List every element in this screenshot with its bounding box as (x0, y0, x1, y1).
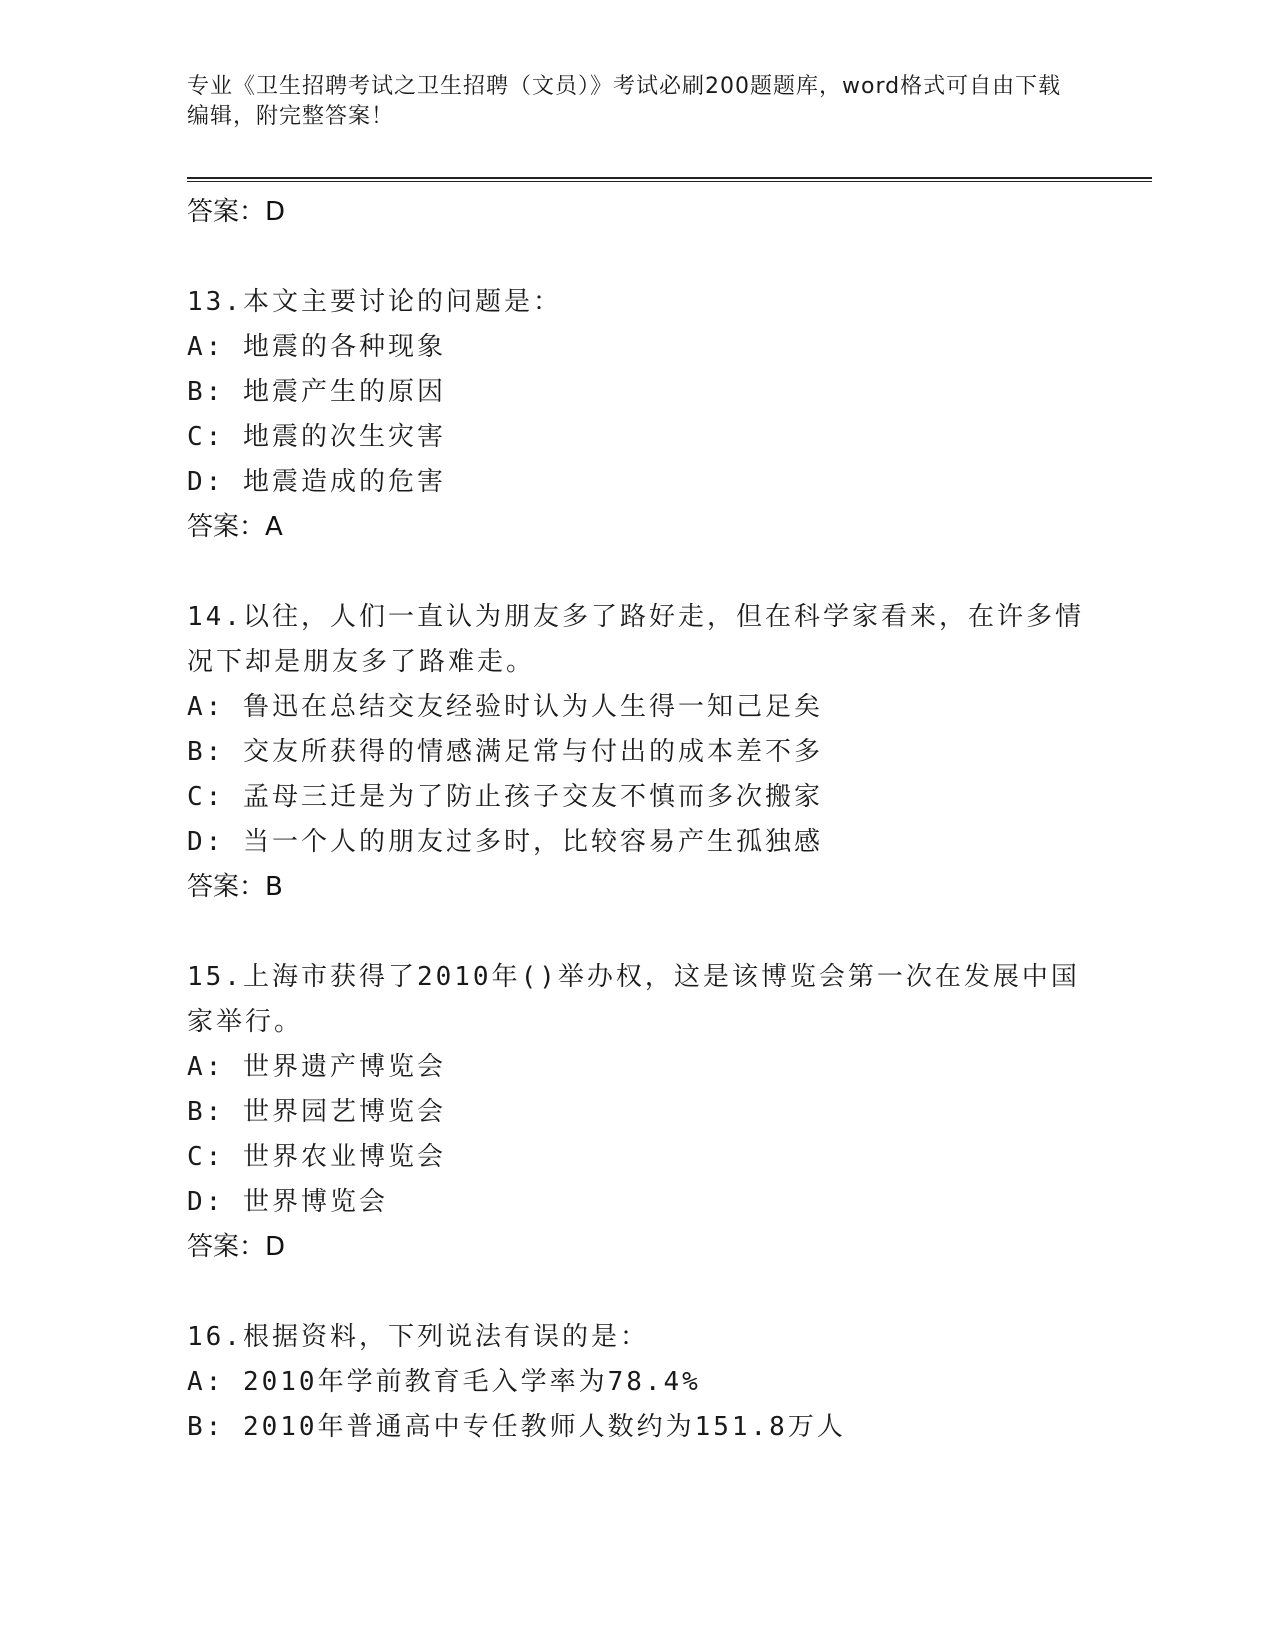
question-block (187, 280, 1087, 549)
option-b: B: 2010年普通高中专任教师人数约为151.8万人 (187, 1412, 846, 1442)
question-text: 16.根据资料，下列说法有误的是： (187, 1322, 649, 1352)
option-a: A: 世界遗产博览会 (187, 1052, 446, 1082)
question-text: 14.以往，人们一直认为朋友多了路好走，但在科学家看来，在许多情况下却是朋友多了路难走。 (187, 602, 1084, 677)
option-b: B: 世界园艺博览会 (187, 1097, 446, 1127)
option-c: C: 地震的次生灾害 (187, 422, 446, 452)
option-a: A: 2010年学前教育毛入学率为78.4% (187, 1367, 701, 1397)
question-block (187, 595, 1087, 909)
option-b: B: 交友所获得的情感满足常与付出的成本差不多 (187, 737, 823, 767)
option-b: B: 地震产生的原因 (187, 377, 446, 407)
answer-label: 答案：B (187, 872, 283, 902)
answer-label: 答案：D (187, 197, 286, 227)
document-header: 专业《卫生招聘考试之卫生招聘（文员）》考试必刷200题题库，word格式可自由下载编辑，附完整答案！ (187, 74, 1062, 129)
option-d: D: 地震造成的危害 (187, 467, 446, 497)
option-d: D: 世界博览会 (187, 1187, 388, 1217)
option-a: A: 鲁迅在总结交友经验时认为人生得一知己足矣 (187, 692, 823, 722)
question-block (187, 1315, 1087, 1450)
answer-label: 答案：A (187, 512, 283, 542)
option-c: C: 孟母三迁是为了防止孩子交友不慎而多次搬家 (187, 782, 823, 812)
question-list (187, 190, 1087, 1450)
header-divider (187, 177, 1152, 182)
answer-label: 答案：D (187, 1232, 286, 1262)
question-block (187, 955, 1087, 1269)
option-a: A: 地震的各种现象 (187, 332, 446, 362)
option-c: C: 世界农业博览会 (187, 1142, 446, 1172)
option-d: D: 当一个人的朋友过多时，比较容易产生孤独感 (187, 827, 823, 857)
question-text: 13.本文主要讨论的问题是： (187, 287, 562, 317)
question-text: 15.上海市获得了2010年()举办权，这是该博览会第一次在发展中国家举行。 (187, 962, 1080, 1037)
